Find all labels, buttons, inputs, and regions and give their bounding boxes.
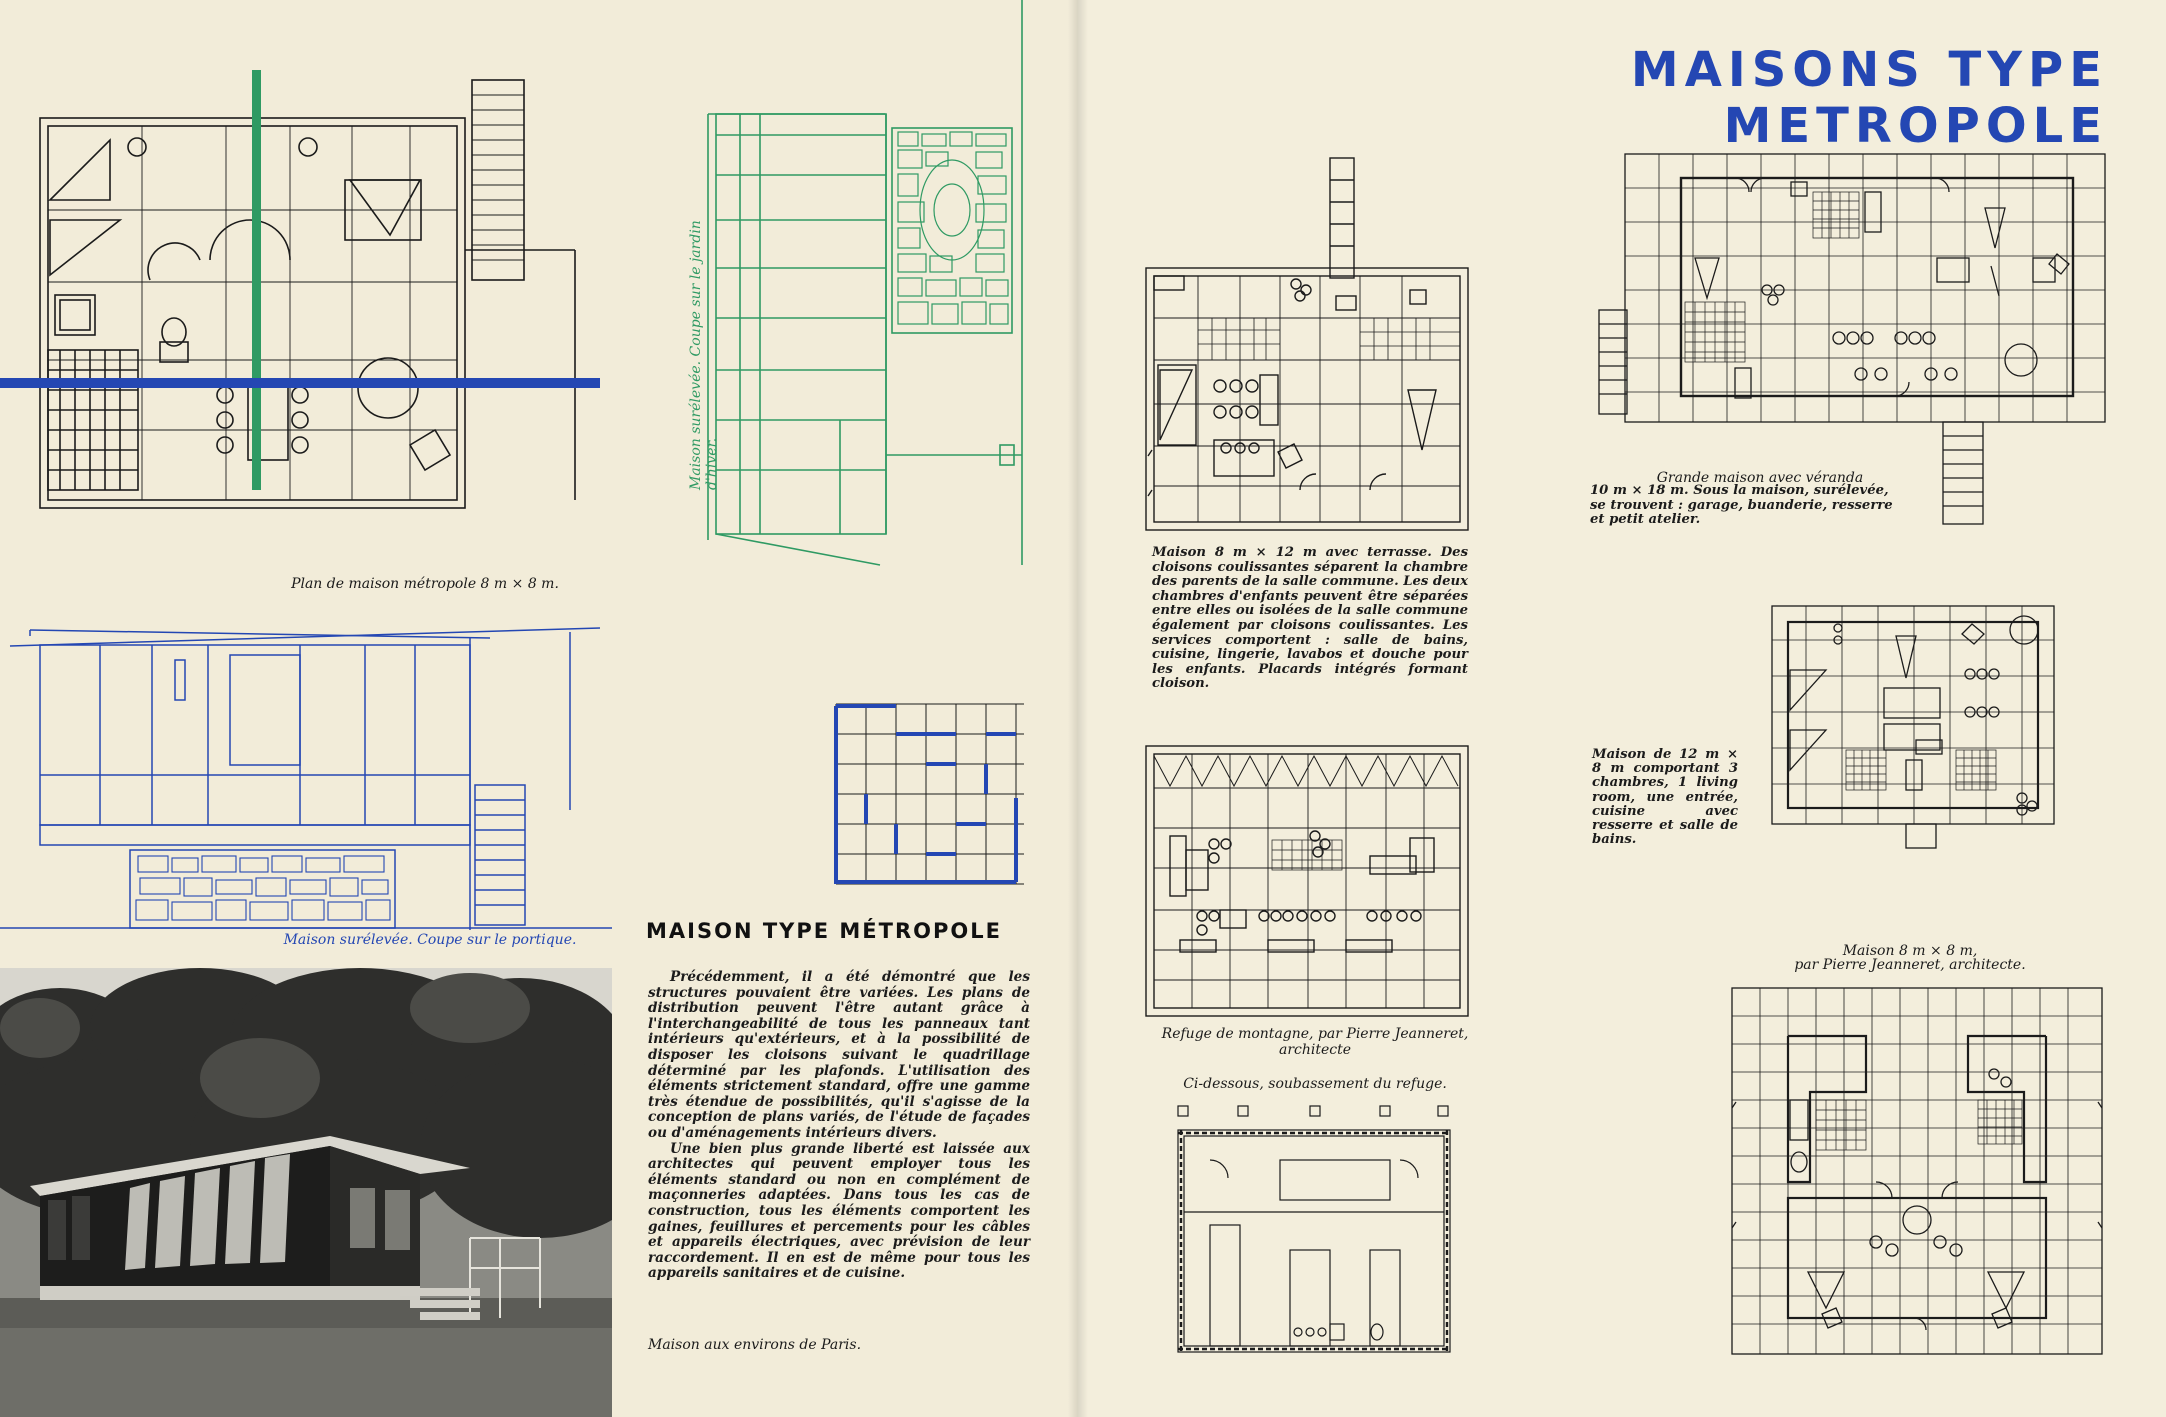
section-heading: MAISON TYPE MÉTROPOLE (646, 919, 1002, 943)
section-drawing-portico (0, 610, 612, 940)
article-paragraph-2: Une bien plus grande liberté est laissée aux architectes qui peuvent employer tous les éléments standard ou non en complément de maçonneries adaptées. Dans tous les cas de construction, tous les éléments comportent les gaines, feuillures et percements pour les câbles et appareils électriques, avec prévision de leur raccordement. Il en est de même pour tous les appareils sanitaires et de cuisine. (648, 1140, 1030, 1282)
jeanneret-caption-2: par Pierre Jeanneret, architecte. (1794, 957, 2026, 973)
article-paragraph-1: Précédemment, il a été démontré que les structures pouvaient être variées. Les plans de distribution peuvent l'être autant grâce à l'interchangeabilité de tous les panneaux tant intérieurs qu'extérieurs, et à la possibilité de disposer les cloisons suivant le quadrillage déterminé par les plafonds. L'utilisation des éléments strictement standard, offre une gamme très étendue de possibilités, qu'il s'agisse de la conception de plans variés, de l'étude de façades ou d'aménagements intérieurs divers. (648, 969, 1030, 1141)
jeanneret-caption-1: Maison 8 m × 8 m, (1842, 943, 1978, 959)
photo-caption: Maison aux environs de Paris. (648, 1337, 862, 1353)
cut-line-blue (0, 378, 600, 388)
winter-garden-caption: Maison surélevée. Coupe sur le jardin d'hiver. (688, 220, 720, 490)
plan-caption: Plan de maison métropole 8 m × 8 m. (291, 576, 559, 592)
house-12x8-caption: Maison de 12 m × 8 m comportant 3 chambres, 1 living room, une entrée, cuisine avec resserre et salle de bains. (1592, 747, 1738, 848)
floor-plan-8x8-jeanneret (1726, 982, 2108, 1360)
refuge-caption: Refuge de montagne, par Pierre Jeanneret, architecte (1161, 1026, 1469, 1058)
refuge-plan (1140, 740, 1476, 1026)
house-8x12-caption: Maison 8 m × 12 m avec terrasse. Des cloisons coulissantes séparent la chambre des parents de la salle commune. Les deux chambres d'enfants peuvent être séparées entre elles ou isolées de la salle commune également par cloisons coulissantes. Les services comportent : salle de bains, cuisine, lingerie, lavabos et douche pour les enfants. Placards intégrés formant cloison. (1152, 545, 1468, 692)
floor-plan-8x8 (0, 70, 600, 580)
panel-grid-diagram (830, 698, 1030, 890)
cut-line-green (252, 70, 261, 490)
grande-maison-caption-1: Grande maison avec véranda (1656, 470, 1864, 486)
page-gutter (1068, 0, 1088, 1417)
section-caption: Maison surélevée. Coupe sur le portique. (283, 932, 577, 948)
house-photo (0, 968, 612, 1417)
floor-plan-12x8 (1766, 600, 2060, 850)
soubassement-plan (1170, 1100, 1460, 1360)
grande-maison-caption-2: 10 m × 18 m. Sous la maison, surélevée, se trouvent : garage, buanderie, resserre et petit atelier. (1590, 483, 1893, 528)
page-title: MAISONS TYPE METROPOLE (1630, 42, 2108, 154)
soubassement-caption: Ci-dessous, soubassement du refuge. (1183, 1076, 1447, 1092)
floor-plan-8x12 (1140, 150, 1476, 540)
article-body (648, 970, 1030, 1282)
section-drawing-winter-garden (700, 0, 1040, 570)
